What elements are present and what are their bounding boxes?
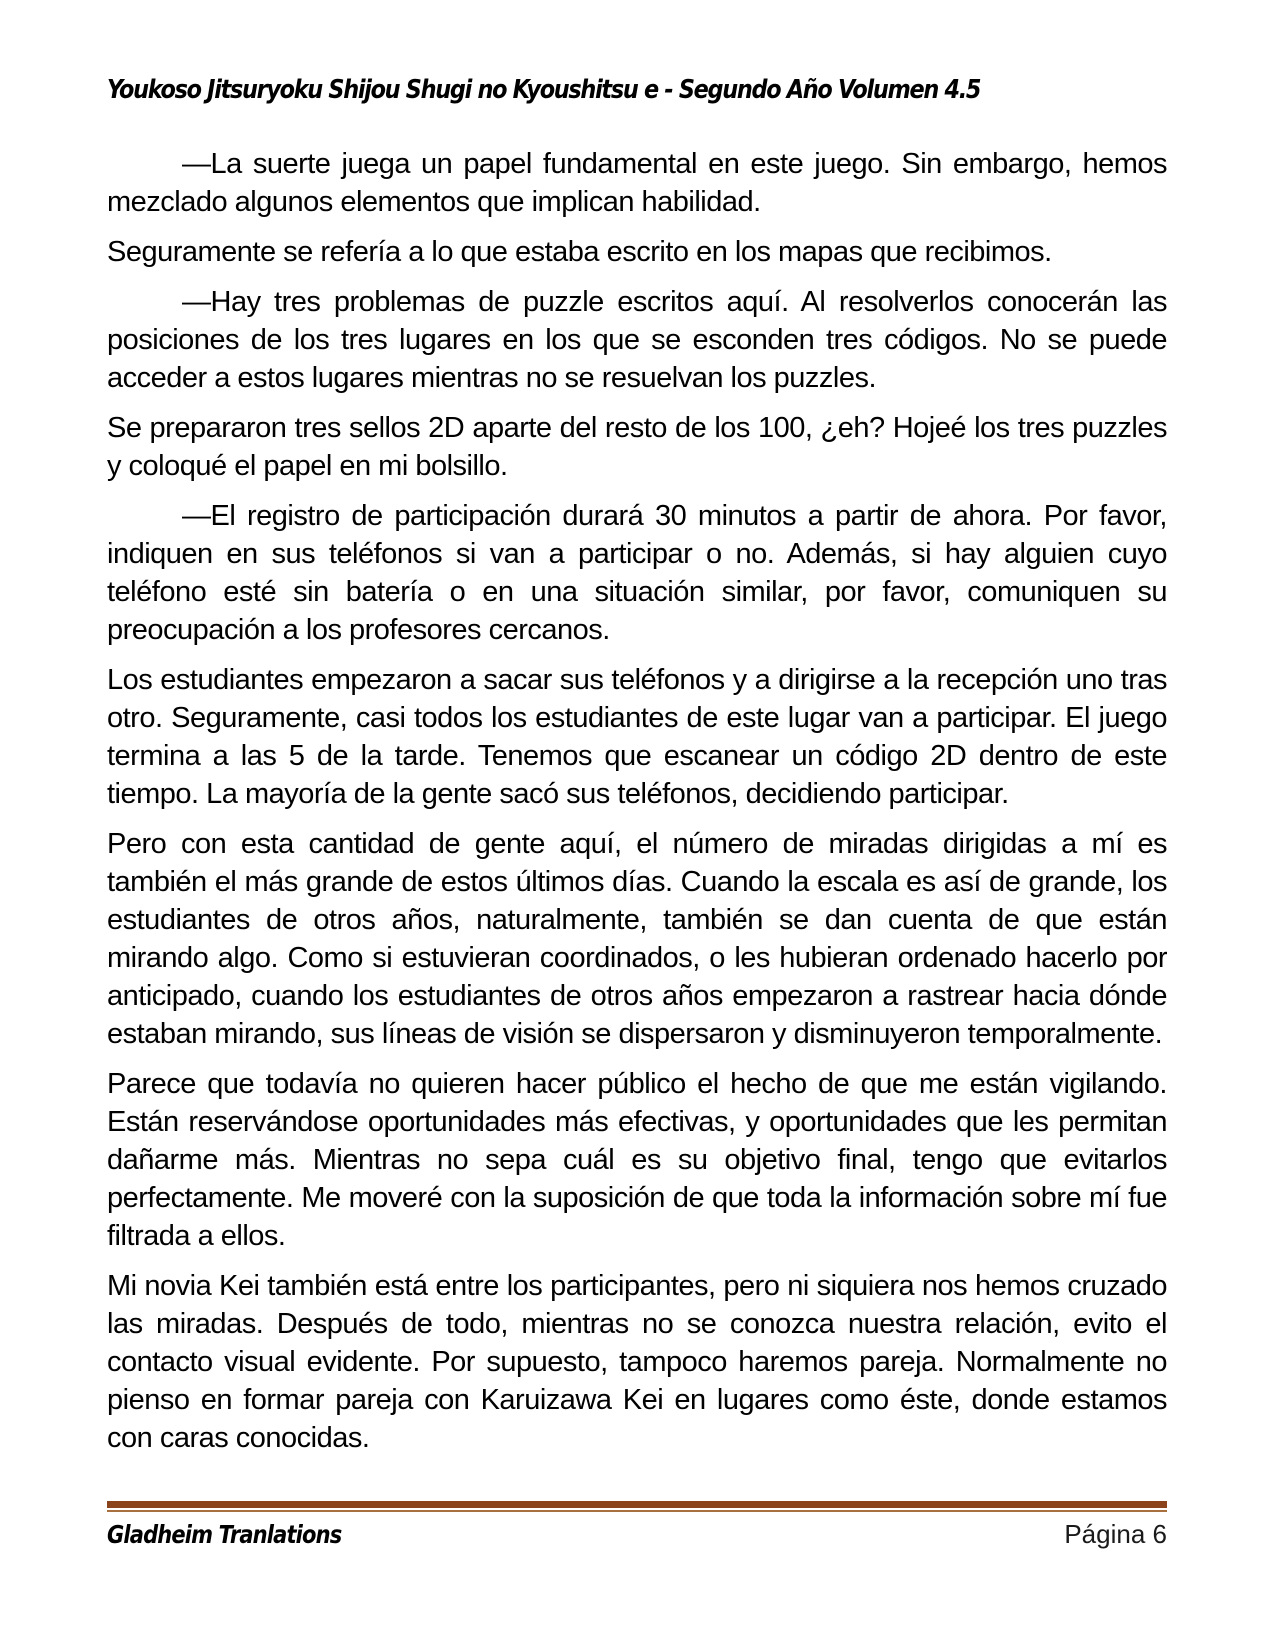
footer-translator-credit: Gladheim Tranlations — [107, 1520, 342, 1549]
paragraph: Seguramente se refería a lo que estaba escrito en los mapas que recibimos. — [107, 236, 1052, 268]
footer-page-number: Página 6 — [1064, 1519, 1167, 1549]
page-footer — [107, 1501, 1167, 1550]
paragraph: Parece que todavía no quieren hacer público el hecho de que me están vigilando. Están reservándose oportunidades más efectivas, y oportunidades que les permitan dañarme más. Mientras no sepa cuál es su objetivo final, tengo que evitarlos perfectamente. Me moveré con la suposición de que toda la información sobre mí fue filtrada a ellos. — [107, 1068, 1167, 1252]
paragraph: —El registro de participación durará 30 minutos a partir de ahora. Por favor, indiquen en sus teléfonos si van a participar o no. Además, si hay alguien cuyo teléfono esté sin batería o en una situación similar, por favor, comuniquen su preocupación a los profesores cercanos. — [107, 500, 1167, 646]
paragraph: Los estudiantes empezaron a sacar sus teléfonos y a dirigirse a la recepción uno tras otro. Seguramente, casi todos los estudiantes de este lugar van a participar. El juego termina a las 5 de la tarde. Tenemos que escanear un código 2D dentro de este tiempo. La mayoría de la gente sacó sus teléfonos, decidiendo participar. — [107, 664, 1167, 810]
footer-row — [107, 1519, 1167, 1550]
document-body — [107, 145, 1167, 1501]
page-header-title: Youkoso Jitsuryoku Shijou Shugi no Kyoushitsu e - Segundo Año Volumen 4.5 — [107, 75, 981, 105]
paragraph: —La suerte juega un papel fundamental en este juego. Sin embargo, hemos mezclado algunos elementos que implican habilidad. — [107, 148, 1167, 218]
paragraph: Pero con esta cantidad de gente aquí, el número de miradas dirigidas a mí es también el más grande de estos últimos días. Cuando la escala es así de grande, los estudiantes de otros años, naturalmente, también se dan cuenta de que están mirando algo. Como si estuvieran coordinados, o les hubieran ordenado hacerlo por anticipado, cuando los estudiantes de otros años empezaron a rastrear hacia dónde estaban mirando, sus líneas de visión se dispersaron y disminuyeron temporalmente. — [107, 828, 1167, 1050]
footer-divider-thin — [107, 1510, 1167, 1512]
footer-divider-thick — [107, 1501, 1167, 1508]
page-header — [107, 75, 1167, 111]
paragraph: Mi novia Kei también está entre los participantes, pero ni siquiera nos hemos cruzado las miradas. Después de todo, mientras no se conozca nuestra relación, evito el contacto visual evidente. Por supuesto, tampoco haremos pareja. Normalmente no pienso en formar pareja con Karuizawa Kei en lugares como éste, donde estamos con caras conocidas. — [107, 1270, 1167, 1454]
paragraph: Se prepararon tres sellos 2D aparte del resto de los 100, ¿eh? Hojeé los tres puzzles y coloqué el papel en mi bolsillo. — [107, 412, 1167, 482]
paragraph: —Hay tres problemas de puzzle escritos aquí. Al resolverlos conocerán las posiciones de los tres lugares en los que se esconden tres códigos. No se puede acceder a estos lugares mientras no se resuelvan los puzzles. — [107, 286, 1167, 394]
